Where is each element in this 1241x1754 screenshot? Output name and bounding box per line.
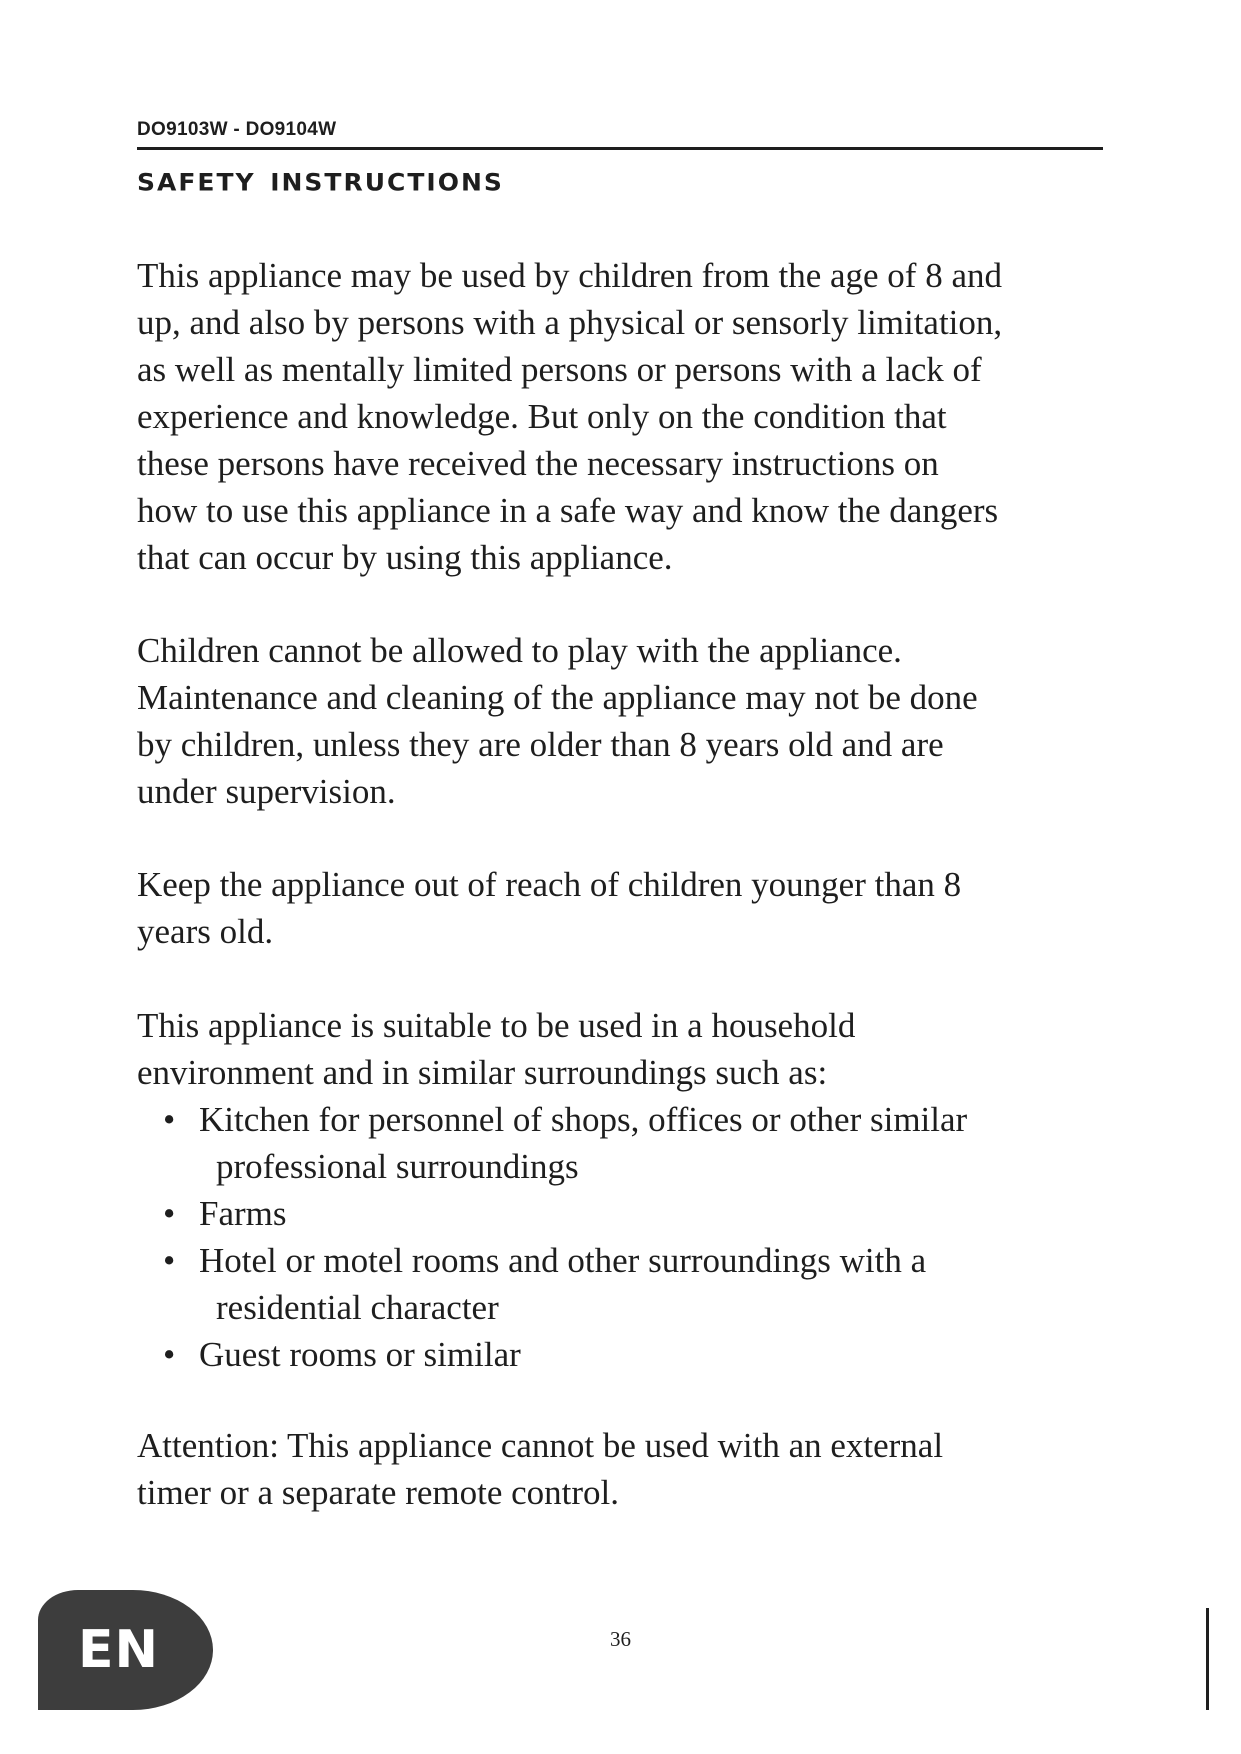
text-line: that can occur by using this appliance. bbox=[137, 538, 673, 577]
text-line: environment and in similar surroundings such as: bbox=[137, 1053, 828, 1092]
list-item-continuation: professional surroundings bbox=[216, 1147, 579, 1186]
model-numbers: DO9103W - DO9104W bbox=[137, 119, 337, 140]
list-item-text: Guest rooms or similar bbox=[199, 1335, 521, 1374]
text-line: years old. bbox=[137, 912, 274, 951]
text-line: these persons have received the necessary instructions on bbox=[137, 444, 939, 483]
list-item-text: Kitchen for personnel of shops, offices or other similar bbox=[199, 1100, 968, 1139]
margin-rule bbox=[1206, 1608, 1209, 1710]
text-line: This appliance is suitable to be used in a household bbox=[137, 1006, 856, 1045]
bullet-icon: • bbox=[163, 1194, 176, 1233]
list-item bbox=[137, 1331, 1117, 1378]
text-line: experience and knowledge. But only on the condition that bbox=[137, 397, 947, 436]
paragraph-age-limitations bbox=[137, 252, 1117, 581]
text-line: Attention: This appliance cannot be used with an external bbox=[137, 1426, 944, 1465]
text-line: how to use this appliance in a safe way and know the dangers bbox=[137, 491, 999, 530]
bullet-icon: • bbox=[163, 1335, 176, 1374]
text-line: Maintenance and cleaning of the appliance may not be done bbox=[137, 678, 978, 717]
paragraph-suitable-environments bbox=[137, 1002, 1117, 1378]
text-line: as well as mentally limited persons or persons with a lack of bbox=[137, 350, 982, 389]
text-line: Children cannot be allowed to play with the appliance. bbox=[137, 631, 902, 670]
bullet-icon: • bbox=[163, 1241, 176, 1280]
page-number: 36 bbox=[610, 1627, 631, 1651]
list-item-continuation: residential character bbox=[216, 1288, 499, 1327]
list-item-text: Hotel or motel rooms and other surroundings with a bbox=[199, 1241, 927, 1280]
text-line: under supervision. bbox=[137, 772, 396, 811]
text-line: This appliance may be used by children from the age of 8 and bbox=[137, 256, 1002, 295]
list-item bbox=[137, 1237, 1117, 1331]
text-line: by children, unless they are older than 8 years old and are bbox=[137, 725, 944, 764]
list-item-text: Farms bbox=[199, 1194, 287, 1233]
text-line: up, and also by persons with a physical or sensorly limitation, bbox=[137, 303, 1003, 342]
text-line: Keep the appliance out of reach of children younger than 8 bbox=[137, 865, 962, 904]
paragraph-attention bbox=[137, 1422, 1117, 1516]
list-item bbox=[137, 1096, 1117, 1190]
paragraph-children-play bbox=[137, 627, 1117, 815]
list-item bbox=[137, 1190, 1117, 1237]
header-divider bbox=[137, 147, 1103, 150]
environment-list bbox=[137, 1096, 1117, 1378]
bullet-icon: • bbox=[163, 1100, 176, 1139]
text-line: timer or a separate remote control. bbox=[137, 1473, 620, 1512]
paragraph-out-of-reach bbox=[137, 861, 1117, 955]
page-title: safety instructions bbox=[137, 160, 504, 199]
language-label: EN bbox=[78, 1620, 160, 1680]
